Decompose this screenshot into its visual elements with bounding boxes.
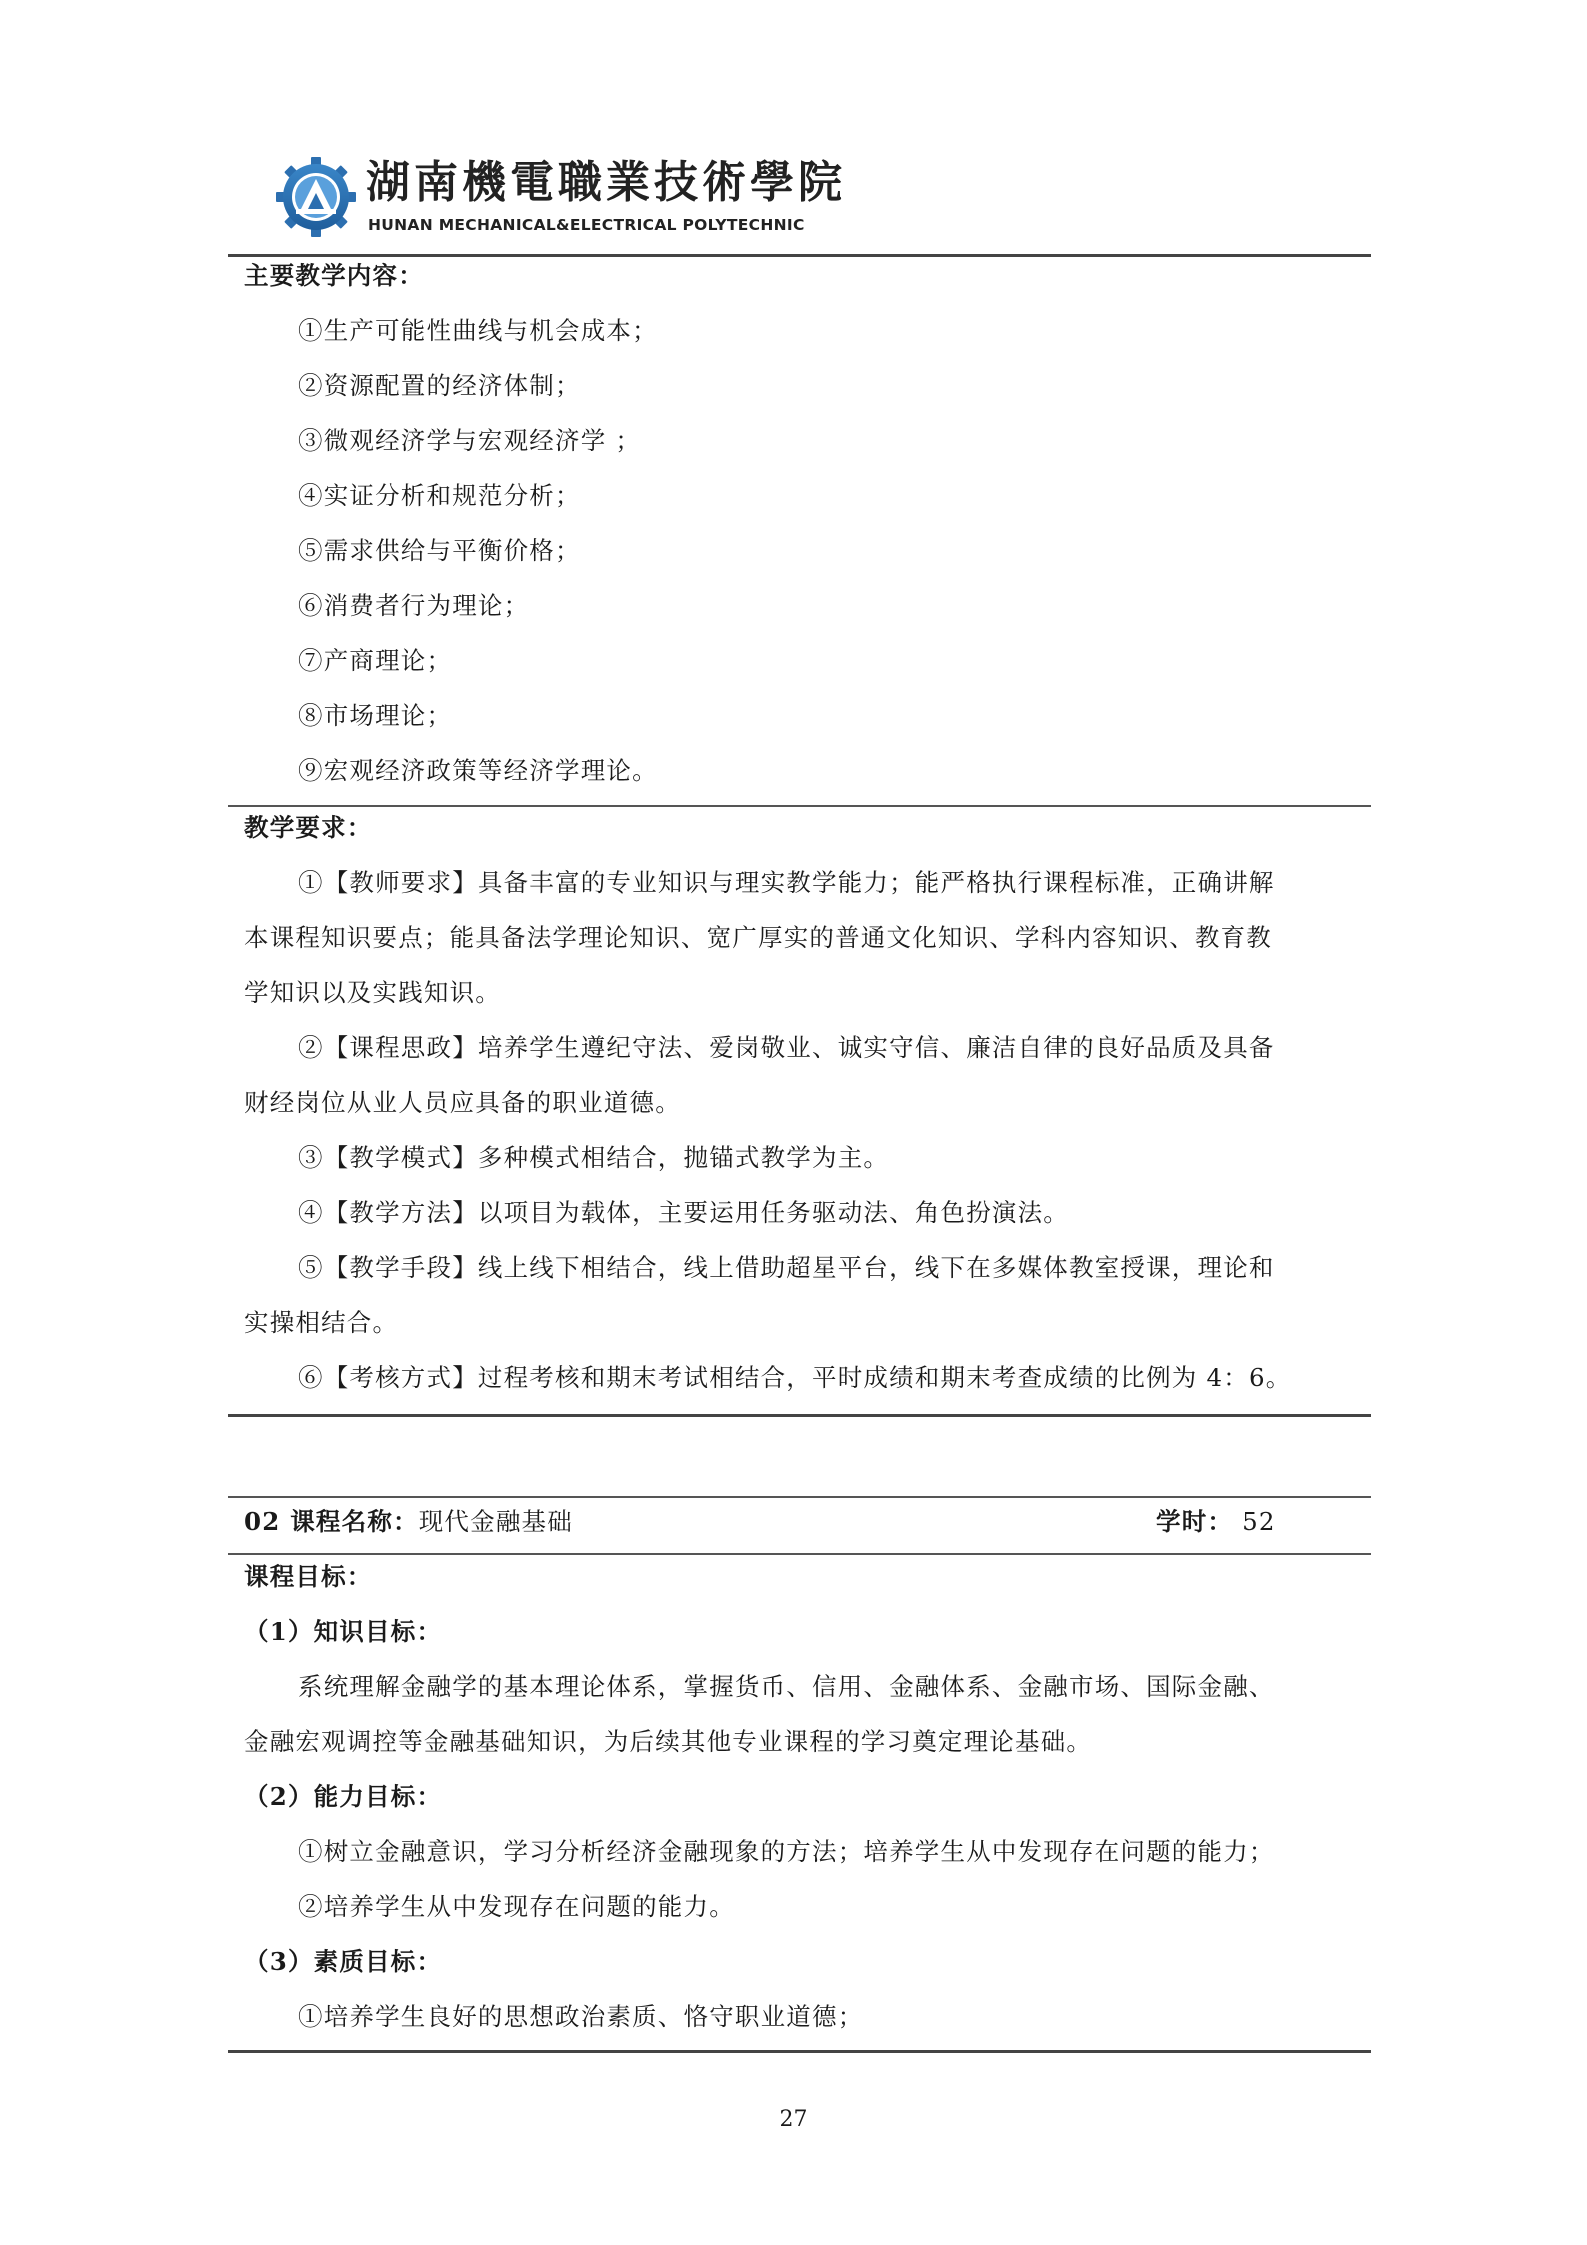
- content-item-7: ⑦产商理论；: [298, 646, 453, 675]
- section-rule: [228, 1414, 1371, 1417]
- content-item-8: ⑧市场理论；: [298, 701, 453, 730]
- content-item-1: ①生产可能性曲线与机会成本；: [298, 316, 658, 345]
- knowledge-line: 金融宏观调控等金融基础知识，为后续其他专业课程的学习奠定理论基础。: [244, 1727, 1093, 1756]
- knowledge-heading: （1）知识目标：: [244, 1617, 443, 1646]
- content-item-6: ⑥消费者行为理论；: [298, 591, 530, 620]
- requirement-line: 财经岗位从业人员应具备的职业道德。: [244, 1088, 681, 1117]
- knowledge-line: 系统理解金融学的基本理论体系，掌握货币、信用、金融体系、金融市场、国际金融、: [298, 1672, 1275, 1701]
- ability-item: ②培养学生从中发现存在问题的能力。: [298, 1892, 735, 1921]
- quality-heading: （3）素质目标：: [244, 1947, 443, 1976]
- requirement-line: ②【课程思政】培养学生遵纪守法、爱岗敬业、诚实守信、廉洁自律的良好品质及具备: [298, 1033, 1275, 1062]
- requirement-line: ⑥【考核方式】过程考核和期末考试相结合，平时成绩和期末考查成绩的比例为 4：6。: [298, 1363, 1292, 1392]
- page-bottom-rule: [228, 2050, 1371, 2053]
- objectives-heading: 课程目标：: [244, 1562, 373, 1591]
- requirement-line: ③【教学模式】多种模式相结合，抛锚式教学为主。: [298, 1143, 890, 1172]
- course-header-row: [244, 1494, 1364, 1549]
- requirement-line: 本课程知识要点；能具备法学理论知识、宽广厚实的普通文化知识、学科内容知识、教育教: [244, 923, 1272, 952]
- requirements-heading: 教学要求：: [244, 813, 373, 842]
- school-name-en: HUNAN MECHANICAL&ELECTRICAL POLYTECHNIC: [368, 216, 805, 234]
- content-item-3: ③微观经济学与宏观经济学 ；: [298, 426, 642, 455]
- page-number: 27: [779, 2107, 808, 2132]
- ability-item: ①树立金融意识，学习分析经济金融现象的方法；培养学生从中发现存在问题的能力；: [298, 1837, 1275, 1866]
- content-item-4: ④实证分析和规范分析；: [298, 481, 581, 510]
- content-item-2: ②资源配置的经济体制；: [298, 371, 581, 400]
- requirement-line: ①【教师要求】具备丰富的专业知识与理实教学能力；能严格执行课程标准，正确讲解: [298, 868, 1275, 897]
- content-item-5: ⑤需求供给与平衡价格；: [298, 536, 581, 565]
- page-header: [276, 150, 846, 250]
- school-name: 湖南機電職業技術學院: [366, 157, 846, 208]
- requirement-line: ⑤【教学手段】线上线下相结合，线上借助超星平台，线下在多媒体教室授课，理论和: [298, 1253, 1275, 1282]
- quality-item: ①培养学生良好的思想政治素质、恪守职业道德；: [298, 2002, 864, 2031]
- hours-value: 52: [1242, 1507, 1276, 1536]
- course-name-label: 02 课程名称：: [244, 1507, 419, 1536]
- course-hours: [1156, 1494, 1276, 1549]
- content-heading: 主要教学内容：: [244, 261, 424, 290]
- ability-heading: （2）能力目标：: [244, 1782, 443, 1811]
- requirement-line: 学知识以及实践知识。: [244, 978, 501, 1007]
- content-item-9: ⑨宏观经济政策等经济学理论。: [298, 756, 658, 785]
- requirement-line: ④【教学方法】以项目为载体，主要运用任务驱动法、角色扮演法。: [298, 1198, 1069, 1227]
- college-emblem-icon: [276, 156, 356, 238]
- requirement-line: 实操相结合。: [244, 1308, 399, 1337]
- hours-label: 学时：: [1156, 1507, 1234, 1536]
- course-name: 现代金融基础: [418, 1507, 573, 1536]
